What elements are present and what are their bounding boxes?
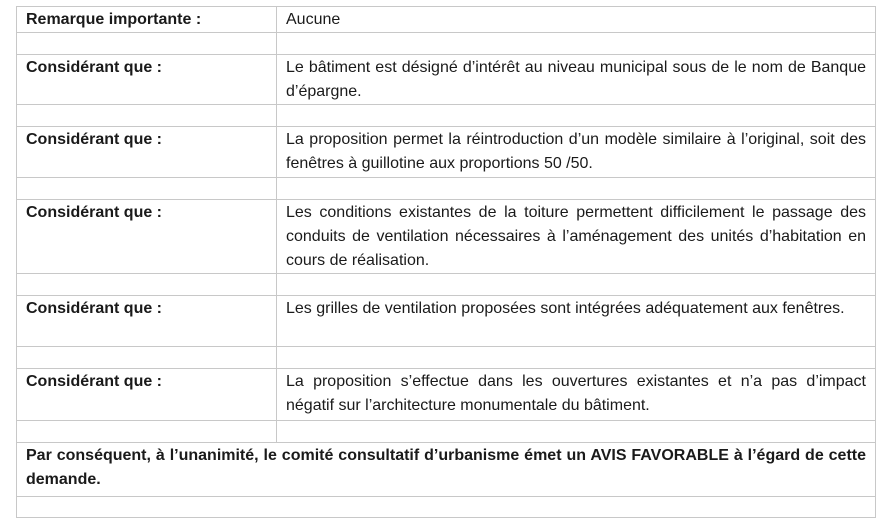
row-value — [277, 7, 876, 33]
spacer-row — [17, 33, 876, 55]
row-label — [17, 200, 277, 274]
row-value — [277, 296, 876, 347]
considering-text: Le bâtiment est désigné d’intérêt au niveau municipal sous de le nom de Banque d’épargne. — [286, 59, 866, 100]
row-label — [17, 7, 277, 33]
table-row — [17, 55, 876, 105]
spacer-row — [17, 274, 876, 296]
considering-label: Considérant que : — [26, 204, 163, 221]
conclusion-text: Par conséquent, à l’unanimité, le comité consultatif d’urbanisme émet un AVIS FAVORABLE à l’égard de cette demande. — [26, 447, 866, 488]
row-label — [17, 369, 277, 421]
spacer-cell — [17, 105, 277, 127]
spacer-cell — [17, 421, 277, 443]
considering-label: Considérant que : — [26, 300, 163, 317]
spacer-cell — [17, 178, 277, 200]
spacer-row — [17, 178, 876, 200]
spacer-cell — [17, 347, 277, 369]
spacer-cell — [277, 347, 876, 369]
considering-text: Les conditions existantes de la toiture permettent difficilement le passage des conduits de ventilation nécessaires à l’aménagement des unités d’habitation en cours de réalisation. — [286, 204, 866, 269]
conclusion-row — [17, 443, 876, 497]
table-row — [17, 296, 876, 347]
row-value — [277, 127, 876, 178]
spacer-cell — [17, 497, 876, 518]
spacer-cell — [277, 421, 876, 443]
resolution-table — [16, 6, 876, 518]
remark-label: Remarque importante : — [26, 11, 202, 28]
row-value — [277, 369, 876, 421]
table-row — [17, 200, 876, 274]
conclusion-cell — [17, 443, 876, 497]
spacer-row — [17, 105, 876, 127]
spacer-cell — [17, 274, 277, 296]
spacer-row — [17, 347, 876, 369]
table-row — [17, 127, 876, 178]
considering-text: La proposition permet la réintroduction d’un modèle similaire à l’original, soit des fenêtres à guillotine aux proportions 50 /50. — [286, 131, 866, 172]
spacer-cell — [277, 105, 876, 127]
considering-label: Considérant que : — [26, 373, 163, 390]
spacer-row — [17, 497, 876, 518]
spacer-cell — [277, 274, 876, 296]
considering-label: Considérant que : — [26, 131, 163, 148]
spacer-row — [17, 421, 876, 443]
considering-text: Les grilles de ventilation proposées sont intégrées adéquatement aux fenêtres. — [286, 300, 845, 317]
remark-value: Aucune — [286, 11, 341, 28]
row-label — [17, 296, 277, 347]
spacer-cell — [277, 178, 876, 200]
spacer-cell — [277, 33, 876, 55]
spacer-cell — [17, 33, 277, 55]
row-label — [17, 55, 277, 105]
table-row — [17, 369, 876, 421]
row-value — [277, 55, 876, 105]
considering-label: Considérant que : — [26, 59, 163, 76]
row-label — [17, 127, 277, 178]
table-row — [17, 7, 876, 33]
row-value — [277, 200, 876, 274]
considering-text: La proposition s’effectue dans les ouvertures existantes et n’a pas d’impact négatif sur l’architecture monumentale du bâtiment. — [286, 373, 866, 414]
